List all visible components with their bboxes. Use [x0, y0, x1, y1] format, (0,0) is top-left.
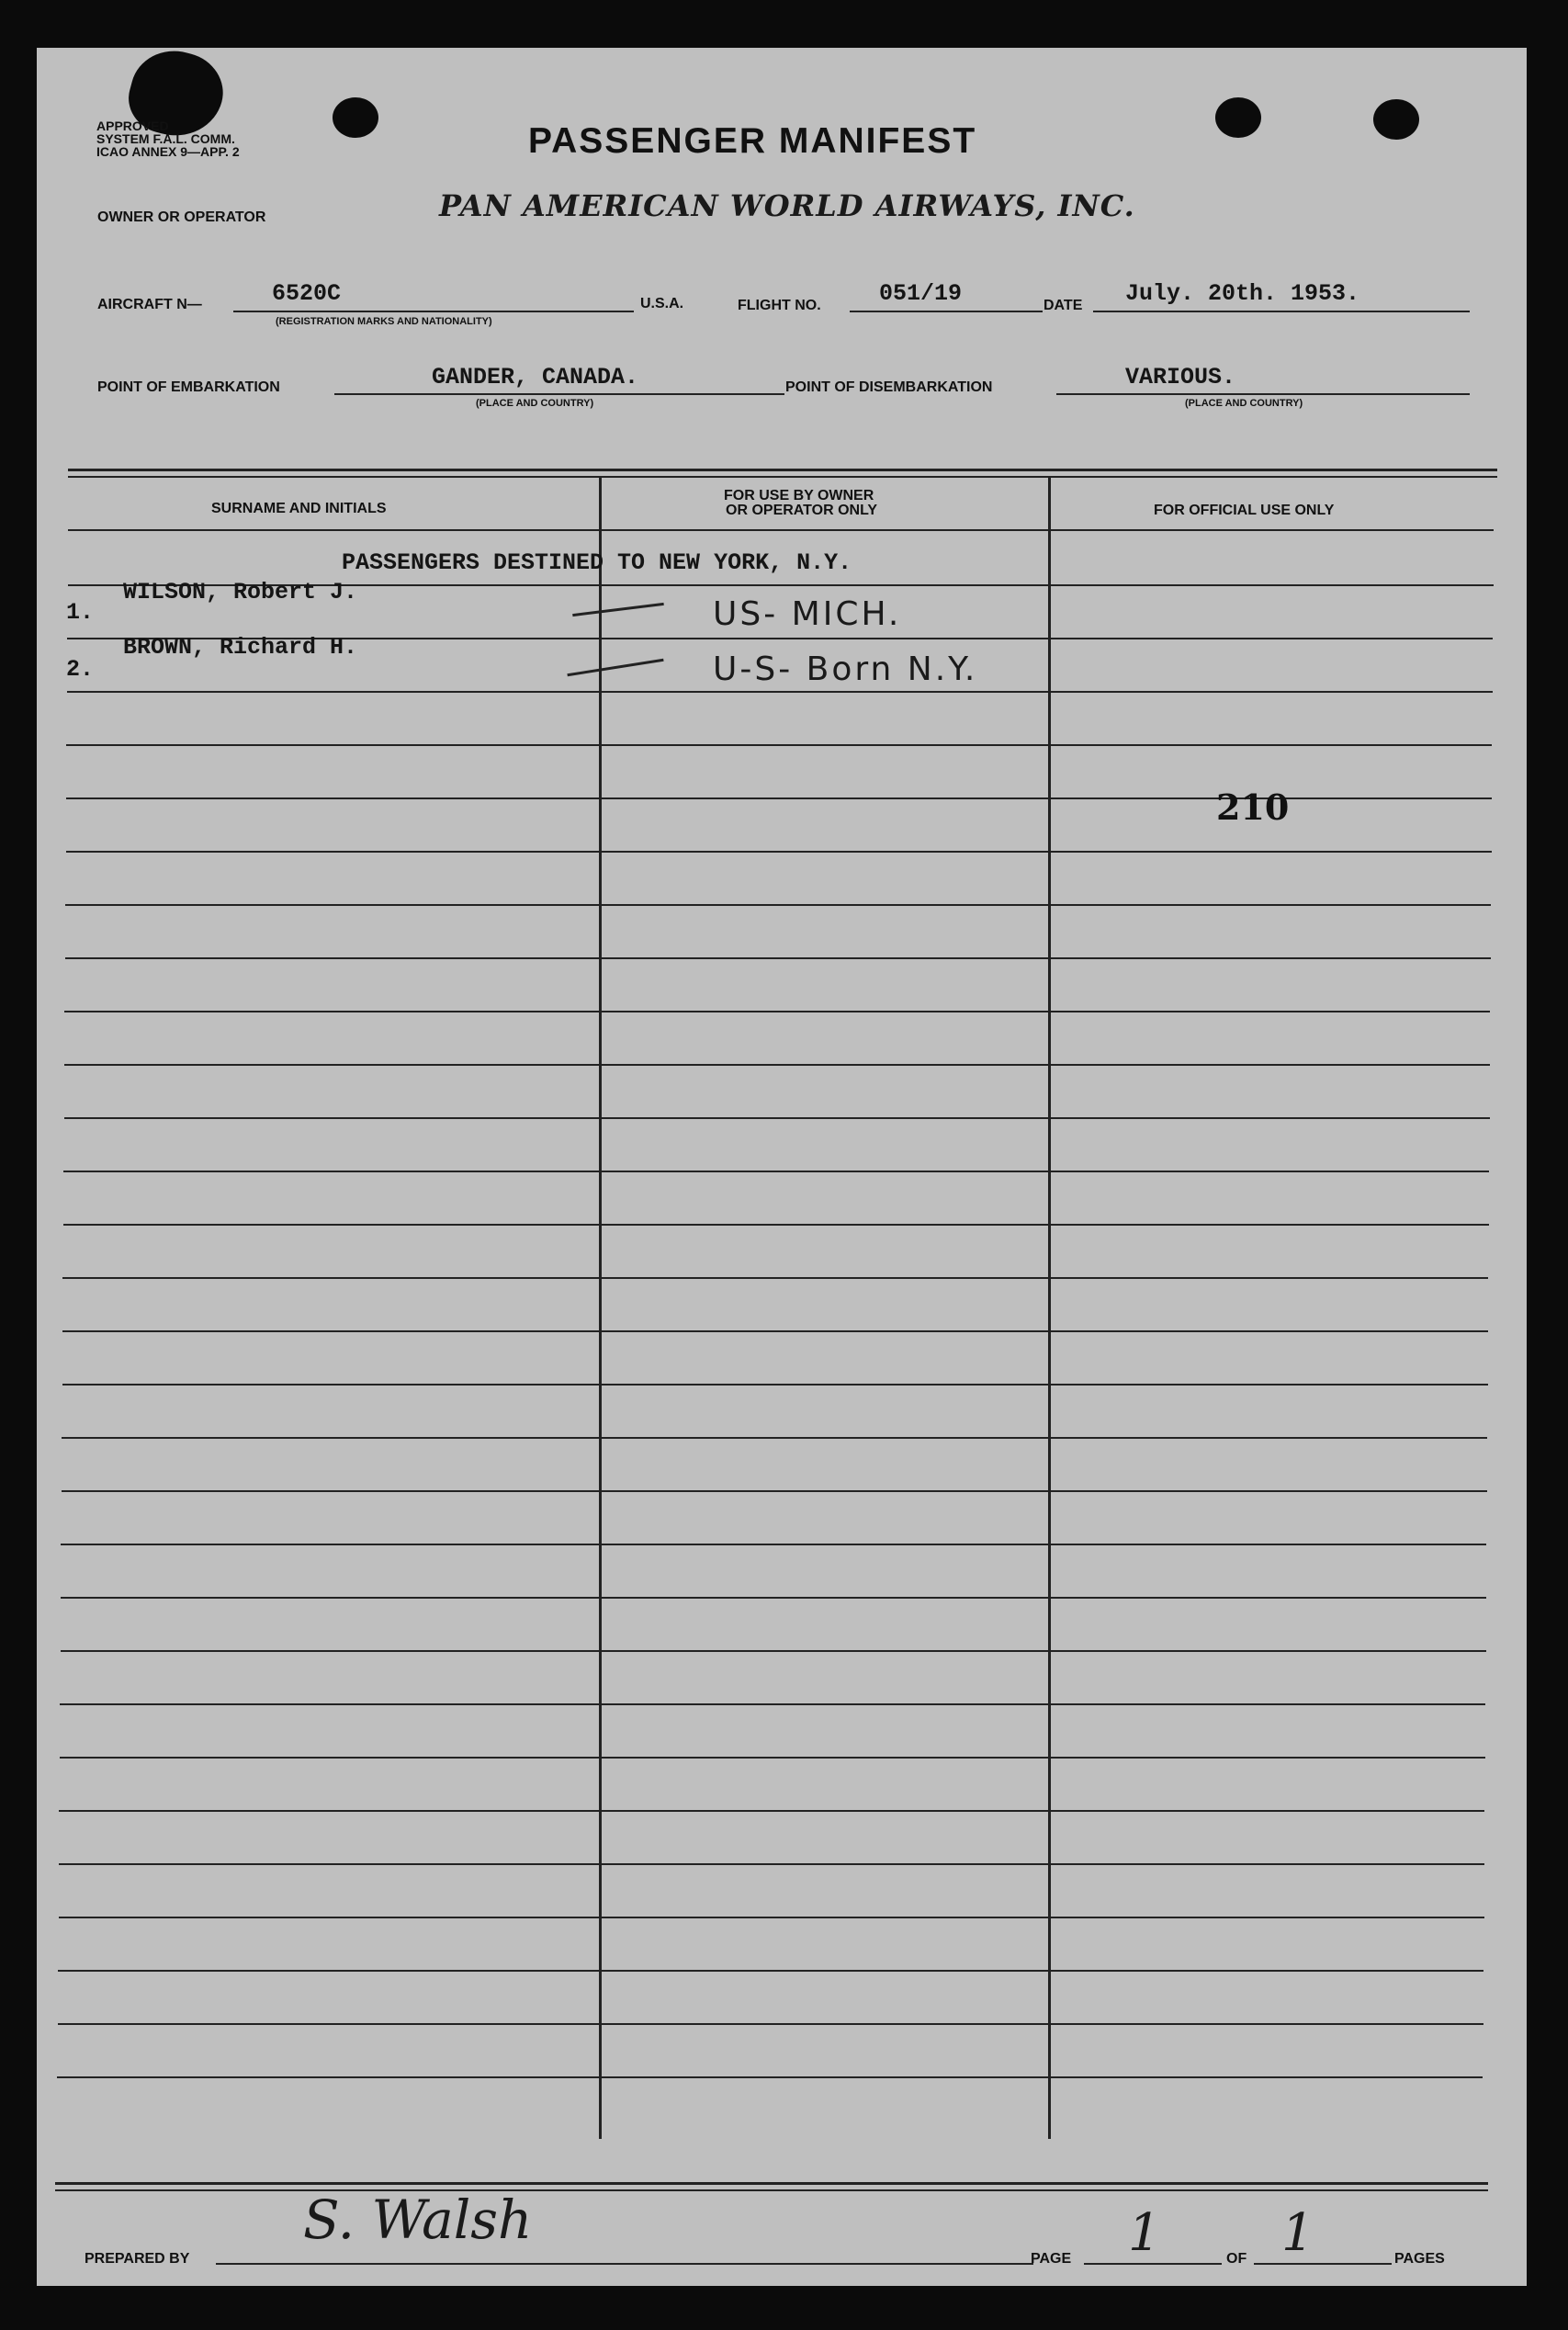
aircraft-value: 6520C — [272, 280, 342, 307]
ruled-line — [61, 1597, 1486, 1599]
aircraft-underline — [233, 311, 634, 312]
disembarkation-underline — [1056, 393, 1470, 395]
ruled-line — [64, 1117, 1490, 1119]
ruled-line — [67, 691, 1493, 693]
prepared-by-underline — [216, 2263, 1033, 2265]
ruled-line — [58, 2023, 1483, 2025]
punch-hole-center — [1215, 97, 1261, 138]
date-value: July. 20th. 1953. — [1125, 280, 1360, 307]
table-top-rule — [68, 469, 1497, 471]
ruled-line — [68, 529, 1494, 531]
ruled-line — [64, 1064, 1490, 1066]
column-owner-use-1: FOR USE BY OWNER — [724, 488, 874, 503]
ruled-line — [57, 2076, 1483, 2078]
ruled-line — [66, 851, 1492, 853]
ruled-line — [62, 1330, 1488, 1332]
table-top-rule-inner — [68, 476, 1497, 478]
disembarkation-caption: (PLACE AND COUNTRY) — [1185, 398, 1303, 409]
column-divider-right — [1048, 478, 1051, 2139]
ruled-line — [66, 744, 1492, 746]
ruled-line — [62, 1384, 1488, 1386]
disembarkation-label: POINT OF DISEMBARKATION — [785, 379, 993, 395]
passenger-1-number: 1. — [66, 599, 95, 626]
ruled-line — [61, 1544, 1486, 1545]
ruled-line — [60, 1757, 1485, 1759]
embarkation-value: GANDER, CANADA. — [432, 364, 639, 390]
passenger-2-number: 2. — [66, 656, 95, 683]
embarkation-underline — [334, 393, 784, 395]
ruled-line — [59, 1863, 1484, 1865]
punch-hole-right — [1373, 99, 1419, 140]
passenger-2-name: BROWN, Richard H. — [123, 634, 358, 661]
flight-label: FLIGHT NO. — [738, 298, 821, 313]
usa-label: U.S.A. — [640, 296, 684, 311]
column-divider-left — [599, 478, 602, 2139]
punch-hole-left — [333, 97, 378, 138]
ruled-line — [65, 904, 1491, 906]
date-underline — [1093, 311, 1470, 312]
embarkation-caption: (PLACE AND COUNTRY) — [476, 398, 594, 409]
flight-value: 051/19 — [879, 280, 963, 307]
destination-note: PASSENGERS DESTINED TO NEW YORK, N.Y. — [342, 549, 852, 576]
of-label: OF — [1226, 2251, 1247, 2267]
pages-label: PAGES — [1394, 2251, 1445, 2267]
table-bottom-rule-inner — [55, 2189, 1488, 2191]
official-number: 210 — [1216, 786, 1290, 828]
column-official: FOR OFFICIAL USE ONLY — [1154, 503, 1335, 518]
ruled-line — [62, 1490, 1487, 1492]
table-bottom-rule — [55, 2182, 1488, 2185]
registration-caption: (REGISTRATION MARKS AND NATIONALITY) — [276, 316, 492, 327]
ruled-line — [65, 957, 1491, 959]
page-number: 1 — [1128, 2203, 1161, 2263]
column-surname: SURNAME AND INITIALS — [211, 501, 387, 516]
ruled-line — [62, 1277, 1488, 1279]
passenger-1-name: WILSON, Robert J. — [123, 579, 358, 605]
ruled-line — [61, 1650, 1486, 1652]
column-owner-use-2: OR OPERATOR ONLY — [726, 503, 878, 518]
flight-underline — [850, 311, 1043, 312]
ruled-line — [62, 1437, 1487, 1439]
ruled-line — [58, 1970, 1483, 1972]
passenger-1-note: US- MICH. — [713, 595, 902, 633]
embarkation-label: POINT OF EMBARKATION — [97, 379, 280, 395]
disembarkation-value: VARIOUS. — [1125, 364, 1236, 390]
ruled-line — [63, 1224, 1489, 1226]
owner-value: PAN AMERICAN WORLD AIRWAYS, INC. — [439, 188, 1135, 223]
date-label: DATE — [1043, 298, 1083, 313]
approval-note: APPROVED SYSTEM F.A.L. COMM. ICAO ANNEX 9—APP. 2 — [96, 119, 240, 159]
total-pages: 1 — [1281, 2203, 1314, 2263]
page-title: PASSENGER MANIFEST — [528, 121, 977, 161]
prepared-by-label: PREPARED BY — [85, 2251, 190, 2267]
ruled-line — [59, 1917, 1484, 1918]
ruled-line — [63, 1171, 1489, 1172]
pages-underline — [1254, 2263, 1392, 2265]
passenger-2-note: U-S- Born N.Y. — [713, 650, 978, 688]
ruled-line — [64, 1011, 1490, 1012]
owner-label: OWNER OR OPERATOR — [97, 209, 266, 225]
page-label: PAGE — [1031, 2251, 1072, 2267]
aircraft-label: AIRCRAFT N— — [97, 297, 202, 312]
preparer-signature: S. Walsh — [303, 2189, 533, 2251]
ruled-line — [60, 1703, 1485, 1705]
page-underline — [1084, 2263, 1222, 2265]
ruled-line — [59, 1810, 1484, 1812]
